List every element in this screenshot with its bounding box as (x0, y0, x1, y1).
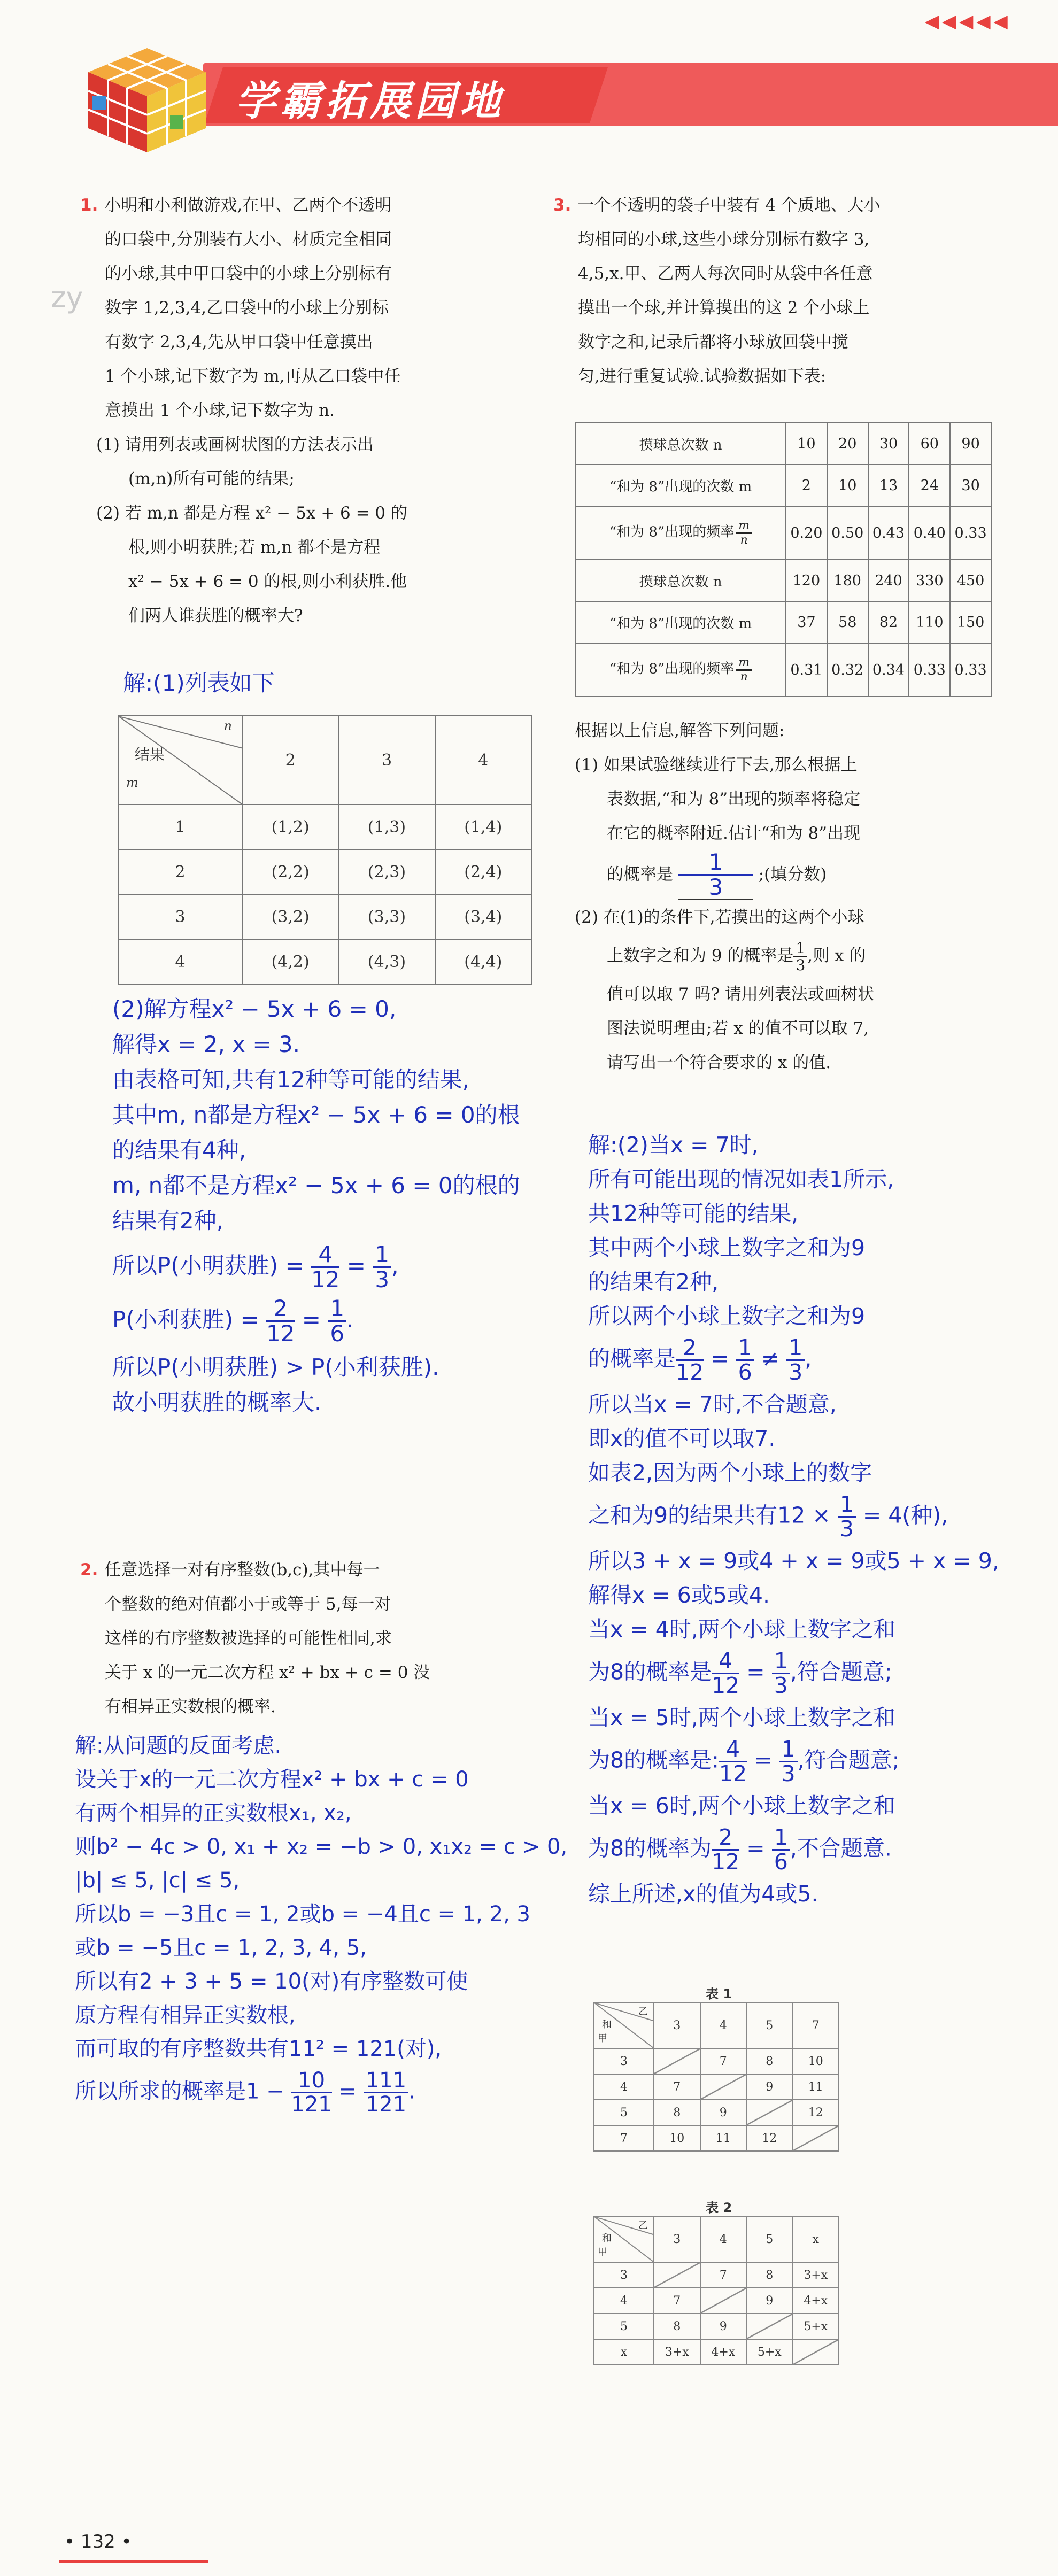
table-cell: 9 (746, 2288, 793, 2314)
text-line: 则b² − 4c > 0, x₁ + x₂ = −b > 0, x₁x₂ = c > 0, (75, 1835, 568, 1859)
row-label: 摸球总次数 n (575, 423, 786, 465)
col-header: 3 (338, 716, 435, 804)
table-cell (793, 2125, 839, 2151)
answer-2-lines (75, 1729, 593, 2066)
table-row (575, 601, 991, 643)
table-cell: 3+x (654, 2339, 700, 2365)
table-cell: 58 (827, 601, 868, 643)
row-header: 7 (594, 2125, 654, 2151)
text-line: 们两人谁获胜的概率大? (128, 606, 303, 625)
text-line: (1) 如果试验继续进行下去,那么根据上 (575, 755, 858, 775)
text-line: (m,n)所有可能的结果; (128, 469, 295, 489)
answer-3-lines-3 (588, 1544, 1042, 1646)
text-line: 其中m, n都是方程x² − 5x + 6 = 0的根 (112, 1102, 520, 1128)
table-cell: (2,2) (242, 849, 338, 894)
answer-3-kinds: 之和为9的结果共有12 × $\frac{1}{3}$ = 4(种), (588, 1491, 948, 1542)
text-line: m, n都不是方程x² − 5x + 6 = 0的根的 (112, 1172, 520, 1198)
row-label: “和为 8”出现的次数 m (575, 601, 786, 643)
text-line: 解得x = 6或5或4. (588, 1582, 770, 1608)
table-cell: 11 (700, 2125, 747, 2151)
sum-table-2 (593, 2216, 839, 2365)
col-header: 3 (654, 2216, 700, 2262)
table-cell: 9 (700, 2314, 747, 2339)
table-cell: 7 (700, 2262, 747, 2288)
col-header: 4 (700, 2216, 747, 2262)
row-header: 2 (118, 849, 242, 894)
page-title: 学霸拓展园地 (235, 77, 505, 125)
table-1-caption: 表 1 (706, 1986, 732, 2001)
table-row (575, 560, 991, 601)
table-cell: 5+x (793, 2314, 839, 2339)
table-cell: 10 (827, 465, 868, 506)
answer-3-prob: 的概率是 $\frac{2}{12}$ = $\frac{1}{6}$ ≠ $\frac{1}{3}$ , (588, 1335, 812, 1386)
part1-answer-line: 的概率是 $\frac{1}{3}$ ;(填分数) (607, 849, 827, 901)
answer-1-head: 解:(1)列表如下 (123, 670, 275, 696)
page-number: • 132 • (64, 2531, 132, 2552)
col-header: 4 (700, 2002, 747, 2048)
table-cell: 7 (654, 2288, 700, 2314)
row-header: 3 (118, 894, 242, 939)
page-rule (59, 2560, 208, 2563)
sum-table-1 (593, 2002, 839, 2152)
text-line: 所以b = −3且c = 1, 2或b = −4且c = 1, 2, 3 (75, 1902, 531, 1927)
p-xiaoming: 所以P(小明获胜) = $\frac{4}{12}$ = $\frac{1}{3}$ , (112, 1241, 399, 1293)
table-cell: 24 (909, 465, 950, 506)
text-line: 数字之和,记录后都将小球放回袋中搅 (578, 332, 848, 352)
table-row (594, 2048, 839, 2074)
table-cell: 0.33 (909, 643, 950, 697)
row-label: “和为 8”出现的频率 $\frac{m}{n}$ (575, 643, 786, 697)
col-header: 5 (746, 2002, 793, 2048)
text-line: 其中两个小球上数字之和为9 (588, 1235, 866, 1260)
q3-data-table (575, 422, 992, 697)
text-line: 这样的有序整数被选择的可能性相同,求 (105, 1629, 392, 1648)
col-header: 5 (746, 2216, 793, 2262)
question-1-text (80, 188, 529, 633)
text-line: 匀,进行重复试验.试验数据如下表: (578, 367, 827, 386)
row-header: 5 (594, 2100, 654, 2125)
table-cell: 10 (793, 2048, 839, 2074)
table-cell: 30 (868, 423, 909, 465)
text-line: 结果有2种, (112, 1208, 224, 1234)
row-label: “和为 8”出现的频率 $\frac{m}{n}$ (575, 506, 786, 560)
text-line: 共12种等可能的结果, (588, 1201, 799, 1226)
table-cell: 9 (700, 2100, 747, 2125)
table-cell (746, 2314, 793, 2339)
row-header: 4 (118, 939, 242, 984)
text-line: 的结果有2种, (588, 1269, 719, 1295)
text-line: 而可取的有序整数共有11² = 121(对), (75, 2037, 442, 2061)
table-cell: 12 (793, 2100, 839, 2125)
table-2-caption: 表 2 (706, 2200, 732, 2215)
answer-3-final: 综上所述,x的值为4或5. (588, 1881, 818, 1907)
part2-lines (575, 977, 1018, 1080)
table-cell: 180 (827, 560, 868, 601)
text-line: 解:(2)当x = 7时, (588, 1132, 759, 1158)
table-cell: 8 (746, 2262, 793, 2288)
table-cell: 0.33 (950, 643, 991, 697)
table-row (118, 849, 531, 894)
table-cell: 8 (654, 2100, 700, 2125)
table-row (594, 2100, 839, 2125)
text-line: 原方程有相异正实数根, (75, 2003, 296, 2028)
question-3-parts (575, 714, 1018, 1080)
table-corner-cell: 乙 和 甲 (594, 2216, 654, 2262)
text-line: x² − 5x + 6 = 0 的根,则小利获胜.他 (128, 572, 407, 591)
conclusion-2: 故小明获胜的概率大. (112, 1389, 322, 1416)
text-line: 根据以上信息,解答下列问题: (575, 721, 785, 740)
text-line: 关于 x 的一元二次方程 x² + bx + c = 0 没 (105, 1663, 430, 1682)
table-cell: 0.50 (827, 506, 868, 560)
question-number: 2. (80, 1560, 98, 1580)
table-cell: 20 (827, 423, 868, 465)
corner-label: 结果 (135, 746, 165, 763)
row-header: 4 (594, 2288, 654, 2314)
table-cell: 7 (700, 2048, 747, 2074)
col-header: 3 (654, 2002, 700, 2048)
text-line: 设关于x的一元二次方程x² + bx + c = 0 (75, 1767, 469, 1792)
table-cell (746, 2100, 793, 2125)
table-row (594, 2074, 839, 2100)
text-line: 如表2,因为两个小球上的数字 (588, 1460, 872, 1486)
table-row (575, 506, 991, 560)
table-row (575, 643, 991, 697)
table-corner-cell (118, 716, 242, 804)
text-line: 所以有2 + 3 + 5 = 10(对)有序整数可使 (75, 1969, 468, 1994)
text-line: 摸出一个球,并计算摸出的这 2 个小球上 (578, 298, 870, 318)
text-line: 2. 任意选择一对有序整数(b,c),其中每一 (80, 1560, 380, 1580)
table-cell: 150 (950, 601, 991, 643)
table-cell: (1,4) (435, 804, 531, 849)
table-cell: 9 (746, 2074, 793, 2100)
table-cell: 0.32 (827, 643, 868, 697)
table-cell (793, 2339, 839, 2365)
table-row (594, 2125, 839, 2151)
question-1 (80, 188, 529, 633)
text-line: 的结果有4种, (112, 1137, 246, 1163)
answer-1-part2 (112, 992, 556, 1420)
blank-answer: $\frac{1}{3}$ (678, 850, 753, 900)
table-row (594, 2339, 839, 2365)
answer-2 (75, 1729, 593, 2116)
table-cell: 240 (868, 560, 909, 601)
row-header: 1 (118, 804, 242, 849)
p-xiaoli: P(小利获胜) = $\frac{2}{12}$ = $\frac{1}{6}$ . (112, 1295, 354, 1347)
header-arrows: ◀◀◀◀◀ (925, 11, 1011, 32)
table-cell: (2,3) (338, 849, 435, 894)
text-line: 所以两个小球上数字之和为9 (588, 1303, 866, 1329)
table-cell: (3,3) (338, 894, 435, 939)
table-cell: 11 (793, 2074, 839, 2100)
table-cell: 82 (868, 601, 909, 643)
question-3-text (553, 188, 1008, 393)
row-header: 4 (594, 2074, 654, 2100)
answer-3-case-5: 为8的概率是: $\frac{4}{12}$ = $\frac{1}{3}$ ,符合题意; (588, 1736, 900, 1787)
table-row (118, 894, 531, 939)
table-cell: 7 (654, 2074, 700, 2100)
col-header: 7 (793, 2002, 839, 2048)
text-line: 图法说明理由;若 x 的值不可以取 7, (607, 1019, 869, 1039)
table-cell: 0.20 (786, 506, 827, 560)
table-cell: (2,4) (435, 849, 531, 894)
table-cell: 120 (786, 560, 827, 601)
text-line: |b| ≤ 5, |c| ≤ 5, (75, 1868, 240, 1893)
answer-1-lines (112, 992, 556, 1239)
corner-n: n (223, 718, 232, 733)
table-row (575, 465, 991, 506)
table-row (594, 2314, 839, 2339)
table-cell: (4,4) (435, 939, 531, 984)
row-header: x (594, 2339, 654, 2365)
table-row (594, 2288, 839, 2314)
text-line: (1) 请用列表或画树状图的方法表示出 (96, 435, 374, 454)
text-line: 均相同的小球,这些小球分别标有数字 3, (578, 230, 870, 249)
text-line: 1 个小球,记下数字为 m,再从乙口袋中任 (105, 367, 401, 386)
text-line: 1. 小明和小利做游戏,在甲、乙两个不透明 (80, 196, 392, 215)
table-cell: (1,2) (242, 804, 338, 849)
row-header: 3 (594, 2262, 654, 2288)
table-cell: 0.40 (909, 506, 950, 560)
answer-3-case-5-head: 当x = 5时,两个小球上数字之和 (588, 1705, 895, 1731)
table-cell: (3,4) (435, 894, 531, 939)
row-label: 摸球总次数 n (575, 560, 786, 601)
table-cell: 4+x (700, 2339, 747, 2365)
table-cell: 450 (950, 560, 991, 601)
answer-2-final: 所以所求的概率是1 − $\frac{10}{121}$ = $\frac{111}{121}$ . (75, 2068, 415, 2117)
text-line: 3. 一个不透明的袋子中装有 4 个质地、大小 (553, 196, 881, 215)
text-line: 表数据,“和为 8”出现的频率将稳定 (607, 790, 861, 809)
question-2 (80, 1553, 529, 1724)
answer-3 (588, 1128, 1042, 1911)
text-line: 所以当x = 7时,不合题意, (588, 1391, 837, 1418)
table-cell: 30 (950, 465, 991, 506)
text-line: 当x = 4时,两个小球上数字之和 (588, 1616, 895, 1643)
text-line: 的小球,其中甲口袋中的小球上分别标有 (105, 264, 392, 283)
table-cell: 8 (654, 2314, 700, 2339)
table-cell: 110 (909, 601, 950, 643)
table-cell: 3+x (793, 2262, 839, 2288)
corner-m: m (126, 775, 138, 790)
q1-result-table (118, 715, 532, 985)
answer-3-case-6: 为8的概率为 $\frac{2}{12}$ = $\frac{1}{6}$ ,不合题意. (588, 1824, 892, 1875)
row-label: “和为 8”出现的次数 m (575, 465, 786, 506)
table-cell: 8 (746, 2048, 793, 2074)
answer-3-case-6-head: 当x = 6时,两个小球上数字之和 (588, 1793, 895, 1819)
table-cell: 10 (786, 423, 827, 465)
row-header: 3 (594, 2048, 654, 2074)
question-3-part1-text (575, 714, 1018, 850)
table-cell: (4,3) (338, 939, 435, 984)
text-line: (2) 若 m,n 都是方程 x² − 5x + 6 = 0 的 (96, 504, 408, 523)
text-line: 即x的值不可以取7. (588, 1426, 776, 1452)
question-3 (553, 188, 1008, 393)
table-row (118, 939, 531, 984)
question-number: 1. (80, 196, 98, 215)
col-header: 2 (242, 716, 338, 804)
table-cell: 90 (950, 423, 991, 465)
table-cell: 60 (909, 423, 950, 465)
answer-3-case-4: 为8的概率是 $\frac{4}{12}$ = $\frac{1}{3}$ ,符合题意; (588, 1648, 892, 1699)
text-line: 值可以取 7 吗? 请用列表法或画树状 (607, 985, 874, 1004)
question-2-text (80, 1553, 529, 1724)
table-cell: 10 (654, 2125, 700, 2151)
question-number: 3. (553, 196, 572, 215)
text-line: 有数字 2,3,4,先从甲口袋中任意摸出 (105, 332, 373, 352)
table-cell: 13 (868, 465, 909, 506)
answer-3-lines-2 (588, 1387, 1042, 1490)
table-cell: (4,2) (242, 939, 338, 984)
text-line: 或b = −5且c = 1, 2, 3, 4, 5, (75, 1936, 367, 1960)
table-row (118, 804, 531, 849)
col-header: 4 (435, 716, 531, 804)
table-cell: 2 (786, 465, 827, 506)
text-line: 解得x = 2, x = 3. (112, 1031, 300, 1057)
rubiks-cube-icon (80, 43, 214, 155)
text-line: 请写出一个符合要求的 x 的值. (607, 1053, 831, 1073)
table-cell: 0.33 (950, 506, 991, 560)
answer-3-lines (588, 1128, 1042, 1333)
table-cell: 12 (746, 2125, 793, 2151)
table-cell: 4+x (793, 2288, 839, 2314)
table-cell: 330 (909, 560, 950, 601)
text-line: 根,则小明获胜;若 m,n 都不是方程 (128, 538, 381, 557)
conclusion-1: 所以P(小明获胜) > P(小利获胜). (112, 1354, 439, 1381)
table-cell: 0.31 (786, 643, 827, 697)
text-line: 所以3 + x = 9或4 + x = 9或5 + x = 9, (588, 1548, 999, 1574)
text-line: 的口袋中,分别装有大小、材质完全相同 (105, 230, 392, 249)
col-header: x (793, 2216, 839, 2262)
table-corner-cell: 乙 和 甲 (594, 2002, 654, 2048)
table-cell: 5+x (746, 2339, 793, 2365)
text-line: 有两个相异的正实数根x₁, x₂, (75, 1801, 352, 1825)
table-row (594, 2262, 839, 2288)
text-line: 所有可能出现的情况如表1所示, (588, 1166, 894, 1192)
part2-line-a: (2) 在(1)的条件下,若摸出的这两个小球 (575, 908, 864, 927)
table-cell (700, 2288, 747, 2314)
table-cell: 37 (786, 601, 827, 643)
text-line: 解:从问题的反面考虑. (75, 1734, 282, 1758)
text-line: 数字 1,2,3,4,乙口袋中的小球上分别标 (105, 298, 389, 318)
text-line: 意摸出 1 个小球,记下数字为 n. (105, 401, 335, 420)
part2-line-b: 上数字之和为 9 的概率是 $\frac{1}{3}$ ,则 x 的 (607, 939, 866, 974)
table-cell: 0.34 (868, 643, 909, 697)
table-row (575, 423, 991, 465)
table-cell (700, 2074, 747, 2100)
table-cell (654, 2048, 700, 2074)
text-line: 个整数的绝对值都小于或等于 5,每一对 (105, 1595, 391, 1614)
text-line: 由表格可知,共有12种等可能的结果, (112, 1066, 470, 1093)
text-line: 有相异正实数根的概率. (105, 1697, 276, 1716)
row-header: 5 (594, 2314, 654, 2339)
table-cell (654, 2262, 700, 2288)
watermark-text: zy (51, 281, 83, 314)
table-cell: 0.43 (868, 506, 909, 560)
table-cell: (1,3) (338, 804, 435, 849)
text-line: 4,5,x.甲、乙两人每次同时从袋中各任意 (578, 264, 873, 283)
text-line: 在它的概率附近.估计“和为 8”出现 (607, 824, 861, 843)
text-line: (2)解方程x² − 5x + 6 = 0, (112, 996, 397, 1022)
table-cell: (3,2) (242, 894, 338, 939)
